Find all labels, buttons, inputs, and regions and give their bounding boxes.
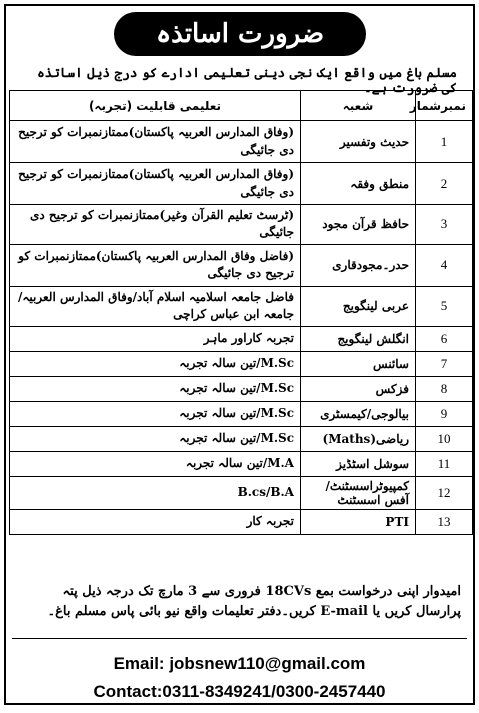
row-department: عربی لینگویج (301, 286, 416, 326)
row-number: 1 (416, 121, 473, 163)
row-qualification: (وفاق المدارس العربیہ پاکستان)ممتازنمبرات کو ترجیح دی جائیگی (10, 163, 301, 205)
table-row (10, 451, 473, 476)
row-department: حدر۔مجودقاری (301, 244, 416, 286)
row-qualification: (وفاق المدارس العربیہ پاکستان)ممتازنمبرات کو ترجیح دی جائیگی (10, 121, 301, 163)
table-row (10, 163, 473, 205)
row-number: 7 (416, 351, 473, 376)
row-number: 3 (416, 205, 473, 245)
row-qualification: تجربہ کاراور ماہر (10, 326, 301, 351)
job-advertisement (4, 4, 475, 705)
row-number: 10 (416, 426, 473, 451)
table-row (10, 326, 473, 351)
row-number: 8 (416, 376, 473, 401)
row-department: کمپیوٹراسسٹنٹ/آفس اسسٹنٹ (301, 476, 416, 509)
row-qualification: (ٹرسٹ تعلیم القرآن وغیر)ممتازنمبرات کو ترجیح دی جائیگی (10, 205, 301, 245)
table-row (10, 121, 473, 163)
row-number: 2 (416, 163, 473, 205)
row-department: ریاضی(Maths) (301, 426, 416, 451)
header-qualification: تعلیمی قابلیت (تجربہ) (10, 91, 301, 121)
table-row (10, 509, 473, 534)
row-department: فزکس (301, 376, 416, 401)
row-qualification: (فاضل وفاق المدارس العربیہ پاکستان)ممتازنمبرات کو ترجیح دی جائیگی (10, 244, 301, 286)
row-department: حافظ قرآن مجود (301, 205, 416, 245)
positions-table (9, 90, 473, 535)
application-instructions: امیدوار اپنی درخواست بمع 18CVs فروری سے 3 مارچ تک درجہ ذیل پتہ پرارسال کریں یا E-mail کریں۔دفتر تعلیمات واقع نیو بائی پاس مسلم باغ۔ (47, 584, 461, 620)
row-qualification: M.A/تین سالہ تجربہ (10, 451, 301, 476)
row-qualification: تجربہ کار (10, 509, 301, 534)
header-number: نمبرشمار (416, 91, 473, 121)
email-line: Email: jobsnew110@gmail.com (113, 654, 366, 673)
divider (12, 638, 467, 639)
row-department: PTI (301, 509, 416, 534)
title-banner: ضرورت اساتذہ (114, 12, 366, 56)
row-department: سوشل اسٹڈیز (301, 451, 416, 476)
row-number: 11 (416, 451, 473, 476)
row-qualification: M.Sc/تین سالہ تجربہ (10, 426, 301, 451)
row-qualification: فاضل جامعہ اسلامیہ اسلام آباد/وفاق المدارس العربیہ/جامعہ ابن عباس کراچی (10, 286, 301, 326)
table-row (10, 376, 473, 401)
table-row (10, 401, 473, 426)
row-department: منطق وفقہ (301, 163, 416, 205)
row-number: 6 (416, 326, 473, 351)
row-number: 12 (416, 476, 473, 509)
contact-line: Contact:0311-8349241/0300-2457440 (93, 682, 386, 701)
row-number: 9 (416, 401, 473, 426)
header-department: شعبہ (301, 91, 416, 121)
row-qualification: M.Sc/تین سالہ تجربہ (10, 401, 301, 426)
row-number: 4 (416, 244, 473, 286)
intro-text: مسلم باغ میں واقع ایک نجی دینی تعلیمی ادارے کو درج ذیل اساتذہ کی ضرورت ہے۔ (37, 66, 457, 96)
table-row (10, 286, 473, 326)
table-header-row (10, 91, 473, 121)
row-department: حدیث وتفسیر (301, 121, 416, 163)
table-row (10, 426, 473, 451)
row-department: بیالوجی/کیمسٹری (301, 401, 416, 426)
row-department: انگلش لینگویج (301, 326, 416, 351)
table-row (10, 244, 473, 286)
row-qualification: M.Sc/تین سالہ تجربہ (10, 351, 301, 376)
row-number: 5 (416, 286, 473, 326)
row-department: سائنس (301, 351, 416, 376)
row-qualification: M.Sc/تین سالہ تجربہ (10, 376, 301, 401)
table-row (10, 476, 473, 509)
row-number: 13 (416, 509, 473, 534)
row-qualification: B.cs/B.A (10, 476, 301, 509)
table-row (10, 351, 473, 376)
table-row (10, 205, 473, 245)
